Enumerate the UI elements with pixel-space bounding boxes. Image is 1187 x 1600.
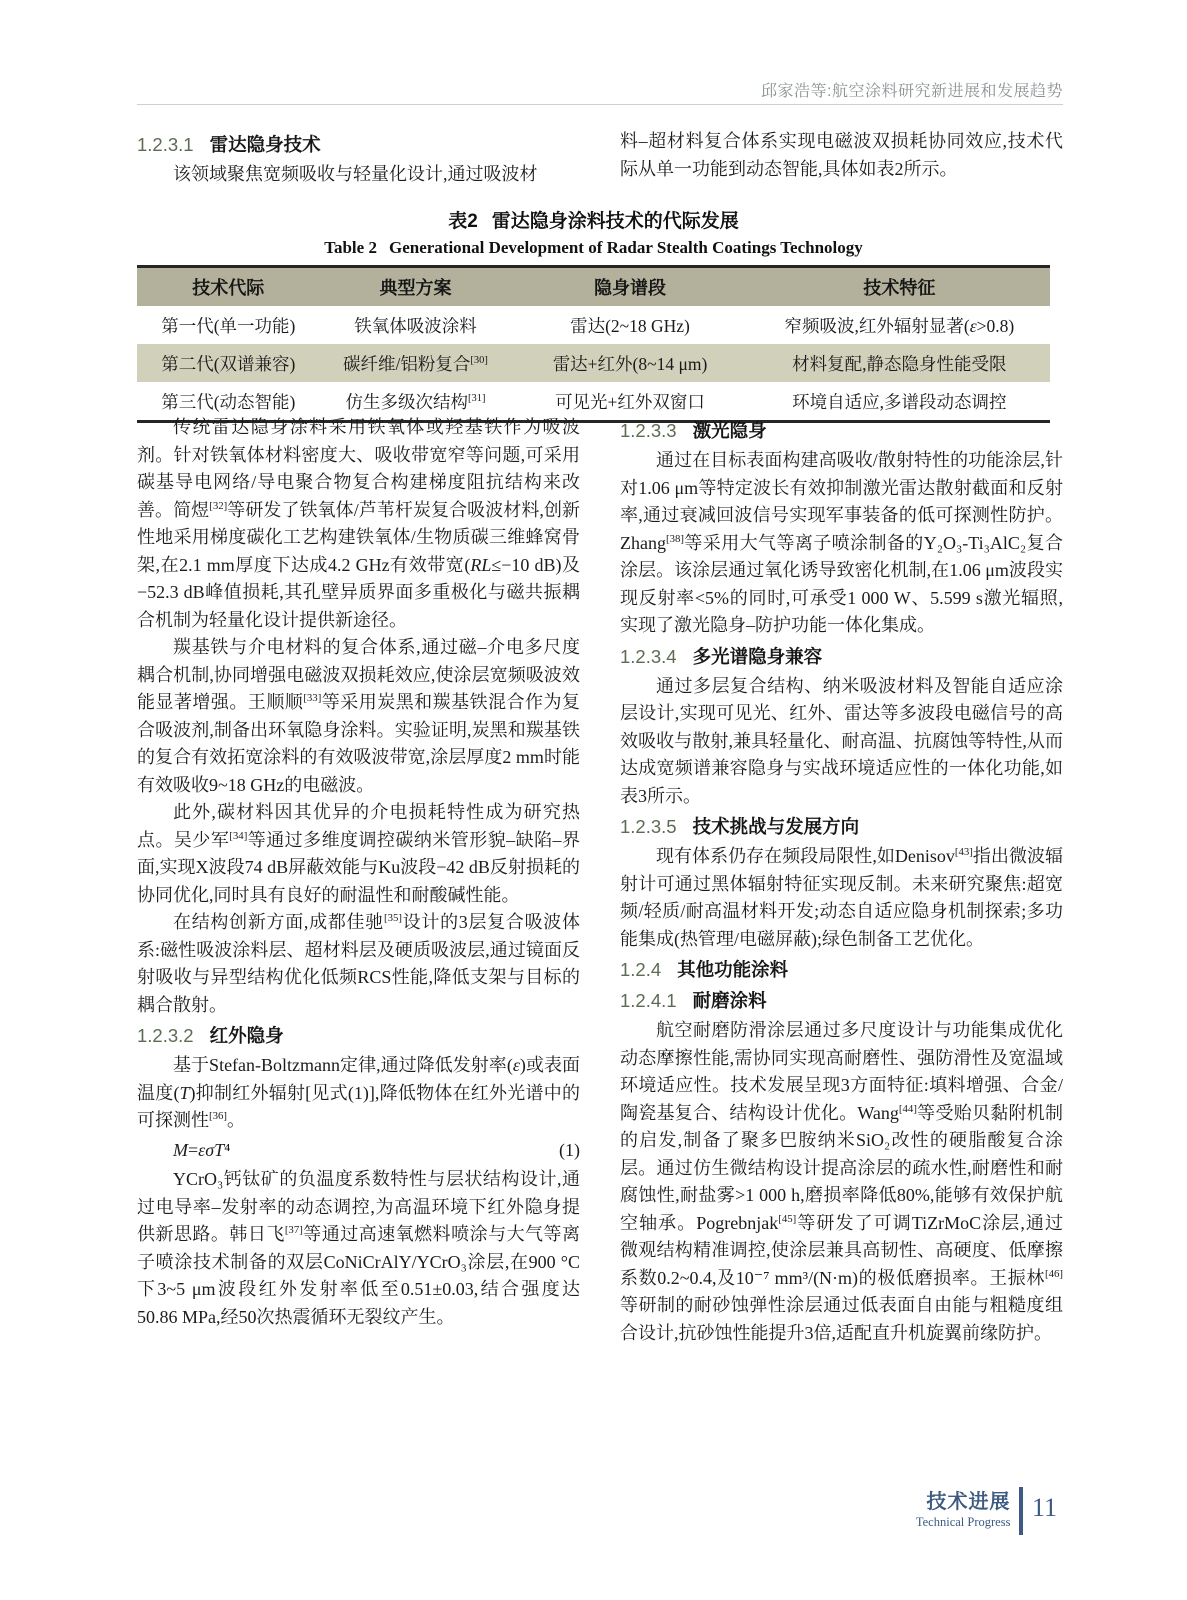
table-header-cell: 技术特征 (749, 267, 1050, 307)
footer-section-en: Technical Progress (915, 1515, 1011, 1530)
section-heading-1235 (620, 813, 1063, 841)
table-header-cell: 技术代际 (137, 267, 320, 307)
table-cell: 环境自适应,多谱段动态调控 (792, 391, 1007, 412)
section-heading-1231 (137, 131, 580, 159)
equation-body: M=εσT⁴ (173, 1139, 231, 1160)
footer-divider (1019, 1487, 1023, 1535)
section-title: 多光谱隐身兼容 (692, 645, 823, 667)
paragraph: 通过多层复合结构、纳米吸波材料及智能自适应涂层设计,实现可见光、红外、雷达等多波段电磁信号的高效吸收与散射,兼具轻量化、耐高温、抗腐蚀等特性,从而达成宽频谱兼容隐身与实战环境适应性的一体化功能,如表3所示。 (620, 675, 1063, 806)
section-title: 激光隐身 (692, 420, 767, 441)
paragraph: YCrO₃钙钛矿的负温度系数特性与层状结构设计,通过电导率–发射率的动态调控,为高温环境下红外隐身提供新思路。韩日飞[37]等通过高速氧燃料喷涂与大气等离子喷涂技术制备的双层CoNiCrAlY/YCrO₃涂层,在900 °C下3~5 μm波段红外发射率低至0.51±0.03,结合强度达50.86 MPa,经50次热震循环无裂纹产生。 (137, 1169, 581, 1327)
section-heading-1233 (620, 417, 1063, 445)
section-number: 1.2.3.1 (137, 134, 194, 155)
table-caption-en (137, 238, 1050, 258)
table-caption-cn (137, 206, 1050, 233)
table-caption-cn-label: 表2 (448, 211, 478, 232)
table-cell: 第一代(单一功能) (161, 315, 296, 336)
footer-section-label (916, 1492, 1011, 1529)
table-caption-en-label: Table 2 (324, 238, 377, 257)
paragraph: 羰基铁与介电材料的复合体系,通过磁–介电多尺度耦合机制,协同增强电磁波双损耗效应,使涂层宽频吸波效能显著增强。王顺顺[33]等采用炭黑和羰基铁混合作为复合吸波剂,制备出环氧隐身涂料。实验证明,炭黑和羰基铁的复合有效拓宽涂料的有效吸波带宽,涂层厚度2 mm时能有效吸收9~18 GHz的电磁波。 (137, 637, 581, 795)
section-title: 雷达隐身技术 (209, 134, 321, 155)
paragraph: 通过在目标表面构建高吸收/散射特性的功能涂层,针对1.06 μm等特定波长有效抑制激光雷达散射截面和反射率,通过衰减回波信号实现军事装备的低可探测性防护。Zhang[38]等采用大气等离子喷涂制备的Y₂O₃-Ti₃AlC₂复合涂层。该涂层通过氧化诱导致密化机制,在1.06 μm波段实现反射率<5%的同时,可承受1 000 W、5.599 s激光辐照,实现了激光隐身–防护功能一体化集成。 (620, 450, 1063, 635)
table-header-cell: 隐身谱段 (511, 267, 748, 307)
paragraph: 在结构创新方面,成都佳驰[35]设计的3层复合吸波体系:磁性吸波涂料层、超材料层及硬质吸波层,通过镜面反射吸收与异型结构优化低频RCS性能,降低支架与目标的耦合散射。 (137, 912, 581, 1015)
table-caption-en-title: Generational Development of Radar Stealth Coatings Technology (388, 238, 863, 257)
section-heading-1234 (620, 643, 1063, 671)
paragraph: 传统雷达隐身涂料采用铁氧体或羟基铁作为吸波剂。针对铁氧体材料密度大、吸收带宽窄等问题,可采用碳基导电网络/导电聚合物复合构建梯度阻抗结构来改善。简煜[32]等研发了铁氧体/芦苇杆炭复合吸波材料,创新性地采用梯度碳化工艺构建铁氧体/生物质碳三维蜂窝骨架,在2.1 mm厚度下达成4.2 GHz有效带宽(RL≤−10 dB)及−52.3 dB峰值损耗,其孔壁异质界面多重极化与磁共振耦合机制为轻量化设计提供新途径。 (137, 417, 581, 630)
paragraph: 基于Stefan-Boltzmann定律,通过降低发射率(ε)或表面温度(T)抑制红外辐射[见式(1)],降低物体在红外光谱中的可探测性[36]。 (137, 1055, 581, 1130)
section-number: 1.2.3.4 (620, 645, 677, 667)
running-head: 邱家浩等:航空涂料研究新进展和发展趋势 (761, 83, 1063, 100)
section-number: 1.2.4.1 (620, 990, 677, 1011)
page-footer (916, 1487, 1057, 1535)
table-cell: 材料复配,静态隐身性能受限 (749, 344, 1050, 382)
body-section (137, 414, 1063, 1347)
table-cell: 窄频吸波,红外辐射显著(ε>0.8) (784, 315, 1015, 336)
left-column (137, 414, 580, 1347)
table-cell: 仿生多级次结构[31] (345, 391, 486, 412)
section-number: 1.2.3.3 (620, 420, 677, 441)
section-title: 红外隐身 (209, 1025, 284, 1046)
table-cell: 碳纤维/铝粉复合[30] (320, 344, 512, 382)
table-caption-cn-title: 雷达隐身涂料技术的代际发展 (491, 211, 739, 232)
table-header-cell: 典型方案 (320, 267, 512, 307)
table-cell: 雷达(2~18 GHz) (570, 315, 690, 336)
table-cell: 可见光+红外双窗口 (555, 391, 705, 412)
paragraph: 现有体系仍存在频段局限性,如Denisov[43]指出微波辐射计可通过黑体辐射特征实现反制。未来研究聚焦:超宽频/轻质/耐高温材料开发;动态自适应隐身机制探索;多功能集成(热管理/电磁屏蔽);绿色制备工艺优化。 (620, 846, 1064, 949)
paragraph: 料–超材料复合体系实现电磁波双损耗协同效应,技术代际从单一功能到动态智能,具体如表2所示。 (620, 131, 1063, 179)
generations-table (137, 265, 1050, 423)
paragraph: 航空耐磨防滑涂层通过多尺度设计与功能集成优化动态摩擦性能,需协同实现高耐磨性、强防滑性及宽温域环境适应性。技术发展呈现3方面特征:填料增强、合金/陶瓷基复合、结构设计优化。Wang[44]等受贻贝黏附机制的启发,制备了聚多巴胺纳米SiO₂改性的硬脂酸复合涂层。通过仿生微结构设计提高涂层的疏水性,耐磨性和耐腐蚀性,耐盐雾>1 000 h,磨损率降低80%,能够有效保护航空轴承。Pogrebnjak[45]等研发了可调TiZrMoC涂层,通过微观结构精准调控,使涂层兼具高韧性、高硬度、低摩擦系数0.2~0.4,及10⁻⁷ mm³/(N·m)的极低磨损率。王振林[46]等研制的耐砂蚀弹性涂层通过低表面自由能与粗糙度组合设计,抗砂蚀性能提升3倍,适配直升机旋翼前缘防护。 (620, 1020, 1063, 1343)
header-rule (137, 104, 1063, 105)
intro-section (137, 128, 1063, 189)
section-number: 1.2.4 (620, 959, 662, 980)
section-title: 耐磨涂料 (692, 990, 767, 1011)
table-cell: 雷达+红外(8~14 μm) (511, 344, 748, 382)
intro-left-column (137, 128, 580, 189)
equation-1 (137, 1137, 580, 1165)
section-number: 1.2.3.2 (137, 1025, 194, 1046)
section-title: 技术挑战与发展方向 (692, 816, 860, 837)
table-row (137, 344, 1050, 382)
right-column (620, 414, 1063, 1347)
paragraph: 此外,碳材料因其优异的介电损耗特性成为研究热点。吴少军[34]等通过多维度调控碳纳米管形貌–缺陷–界面,实现X波段74 dB屏蔽效能与Ku波段−42 dB反射损耗的协同优化,同时具有良好的耐温性和耐酸碱性能。 (137, 802, 581, 905)
table-header-row (137, 267, 1050, 307)
page-number: 11 (1031, 1493, 1057, 1522)
equation-number: (1) (559, 1139, 580, 1160)
table2-section (137, 206, 1050, 423)
table-row (137, 306, 1050, 344)
section-heading-1232 (137, 1022, 580, 1050)
intro-right-column (620, 128, 1063, 189)
section-heading-1241 (620, 987, 1063, 1015)
section-number: 1.2.3.5 (620, 816, 677, 837)
section-title: 其他功能涂料 (677, 959, 789, 980)
footer-section-cn: 技术进展 (926, 1491, 1011, 1514)
table-cell: 第二代(双谱兼容) (137, 344, 320, 382)
section-heading-124 (620, 956, 1063, 984)
paragraph: 该领域聚焦宽频吸收与轻量化设计,通过吸波材 (173, 164, 538, 184)
table-cell: 第三代(动态智能) (161, 391, 296, 412)
table-cell: 铁氧体吸波涂料 (354, 315, 477, 336)
